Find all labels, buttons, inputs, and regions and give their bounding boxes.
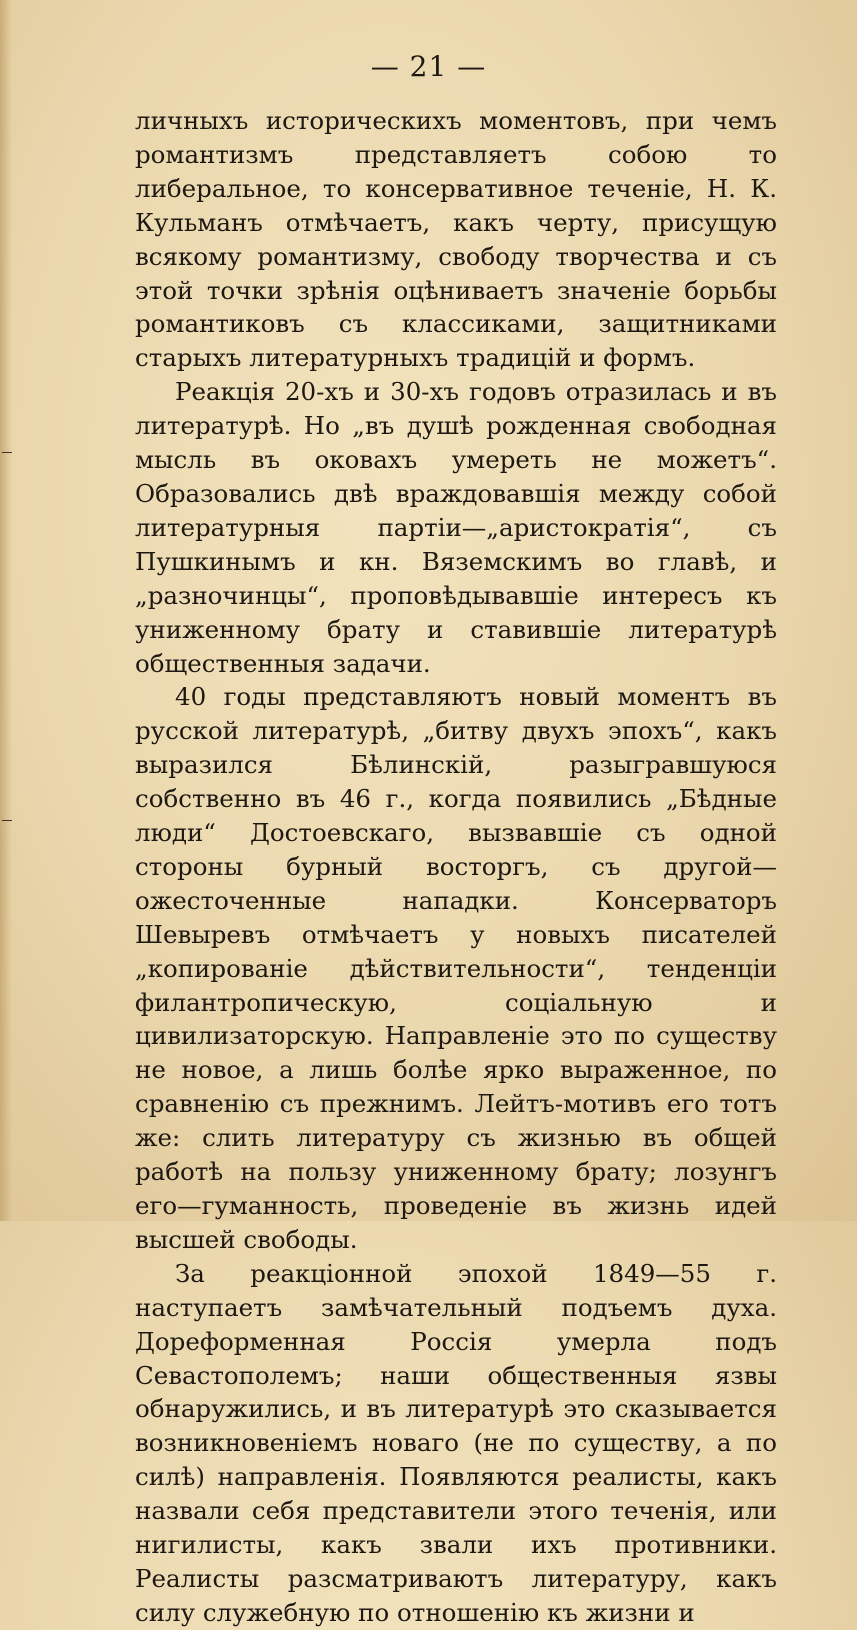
- page-left-edge-shadow: [0, 0, 12, 1221]
- paragraph: Реакція 20-хъ и 30-хъ годовъ отразилась и въ литературѣ. Но „въ душѣ рожденная свободная мысль въ оковахъ умереть не можетъ“. Образовались двѣ враждовавшія между собой литературныя партіи—„аристократія“, съ Пушкинымъ и кн. Вяземскимъ во главѣ, и „разночинцы“, проповѣдывавшіе интересъ къ униженному брату и ставившіе литературѣ общественныя задачи.: [135, 377, 777, 678]
- paragraph: личныхъ историческихъ моментовъ, при чемъ романтизмъ представляетъ собою то либеральное, то консервативное теченіе, Н. К. Кульманъ отмѣчаетъ, какъ черту, присущую всякому романтизму, свободу творчества и съ этой точки зрѣнія оцѣниваетъ значеніе борьбы романтиковъ съ классиками, защитниками старыхъ литературныхъ традицій и формъ.: [135, 106, 777, 373]
- paragraph: За реакціонной эпохой 1849—55 г. наступаетъ замѣчательный подъемъ духа. Дореформенная Россія умерла подъ Севастополемъ; наши общественныя язвы обнаружились, и въ литературѣ это сказывается возникновеніемъ новаго (не по существу, а по силѣ) направленія. Появляются реалисты, какъ назвали себя представители этого теченія, или нигилисты, какъ звали ихъ противники. Реалисты разсматриваютъ литературу, какъ силу служебную по отношенію къ жизни и: [135, 1258, 777, 1627]
- body-text: [135, 104, 777, 1630]
- margin-mark: [2, 820, 12, 821]
- paragraph: 40 годы представляютъ новый моментъ въ русской литературѣ, „битву двухъ эпохъ“, какъ выразился Бѣлинскій, разыгравшуюся собственно въ 46 г., когда появились „Бѣдные люди“ Достоевскаго, вызвавшіе съ одной стороны бурный восторгъ, съ другой—ожесточенные нападки. Консерваторъ Шевыревъ отмѣчаетъ у новыхъ писателей „копированіе дѣйствительности“, тенденціи филантропическую, соціальную и цивилизаторскую. Направленіе это по существу не новое, а лишь болѣе ярко выраженное, по сравненію съ прежнимъ. Лейтъ-мотивъ его тотъ же: слить литературу съ жизнью въ общей работѣ на пользу униженному брату; лозунгъ его—гуманность, проведеніе въ жизнь идей высшей свободы.: [135, 682, 777, 1254]
- margin-mark: [2, 452, 12, 453]
- page-number: — 21 —: [370, 50, 487, 83]
